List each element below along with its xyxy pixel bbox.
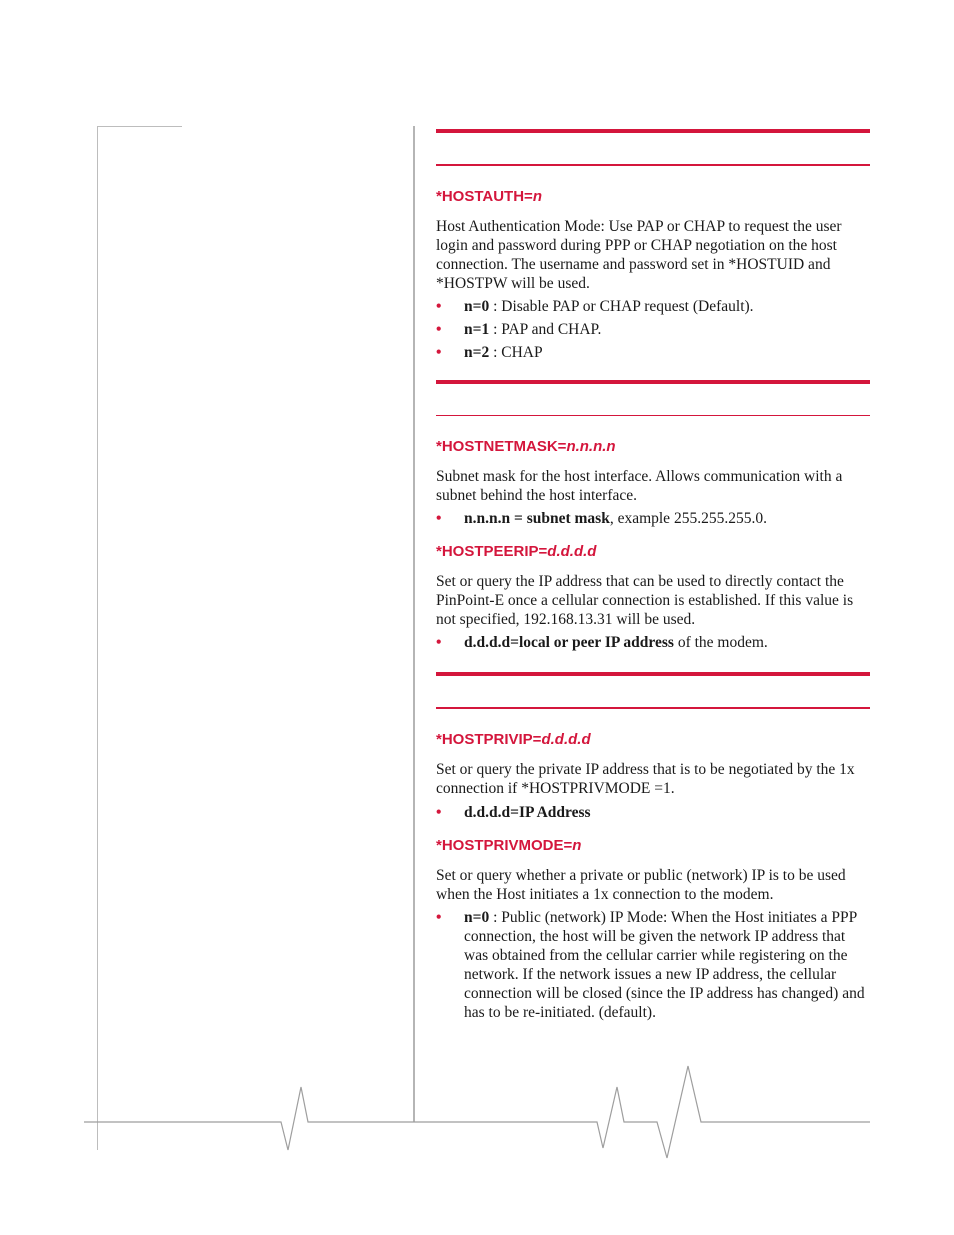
main-column	[436, 129, 870, 1022]
command-hostprivmode	[436, 837, 870, 855]
bullet-icon: •	[436, 344, 442, 361]
hostprivip-description: Set or query the private IP address that is to be negotiated by the 1x connection if *HOSTPRIVMODE =1.	[436, 761, 855, 797]
section-rule-thin	[436, 164, 870, 166]
command-arg: n	[572, 837, 582, 854]
hostnetmask-description: Subnet mask for the host interface. Allows communication with a subnet behind the host interface.	[436, 468, 843, 504]
list-item: • d.d.d.d=IP Address	[436, 804, 591, 821]
command-hostpeerip	[436, 543, 870, 561]
command-arg: n.n.n.n	[566, 438, 616, 455]
bullet-icon: •	[436, 909, 442, 926]
section-rule-thin	[436, 707, 870, 709]
list-item: • n=0 : Public (network) IP Mode: When the Host initiates a PPP connection, the host will be given the network IP address that was obtained from the cellular carrier while registering on the network. If the network issues a new IP address, the cellular connection will be closed (since the IP address has changed) and has to be re-initiated. (default).	[436, 909, 865, 1021]
command-hostnetmask	[436, 438, 870, 456]
bullet-icon: •	[436, 510, 442, 527]
command-arg: n	[532, 188, 542, 205]
hostauth-options	[436, 297, 870, 362]
hostpeerip-description: Set or query the IP address that can be used to directly contact the PinPoint-E once a cellular connection is established. If this value is not specified, 192.168.13.31 will be used.	[436, 573, 854, 628]
bullet-icon: •	[436, 634, 442, 651]
list-item: • n=0 : Disable PAP or CHAP request (Default).	[436, 298, 754, 315]
bullet-icon: •	[436, 298, 442, 315]
command-hostauth	[436, 188, 870, 206]
hostprivmode-description: Set or query whether a private or public (network) IP is to be used when the Host initiates a 1x connection to the modem.	[436, 867, 846, 903]
command-name: *HOSTPEERIP=	[436, 543, 548, 560]
command-name: *HOSTPRIVMODE=	[436, 837, 573, 854]
section-rule-thick	[436, 129, 870, 133]
bullet-icon: •	[436, 321, 442, 338]
list-item: • n=1 : PAP and CHAP.	[436, 321, 602, 338]
command-name: *HOSTNETMASK=	[436, 438, 567, 455]
command-name: *HOSTAUTH=	[436, 188, 533, 205]
list-item: • n=2 : CHAP	[436, 344, 543, 361]
hostprivip-options	[436, 803, 870, 822]
section-rule-thick	[436, 380, 870, 384]
section-rule-thin	[436, 415, 870, 416]
hostauth-description: Host Authentication Mode: Use PAP or CHAP to request the user login and password during PPP or CHAP negotiation on the host connection. The username and password set in *HOSTUID and *HOSTPW will be used.	[436, 218, 842, 292]
hostpeerip-options	[436, 633, 870, 652]
bullet-icon: •	[436, 804, 442, 821]
command-arg: d.d.d.d	[547, 543, 597, 560]
command-name: *HOSTPRIVIP=	[436, 731, 542, 748]
list-item: • d.d.d.d=local or peer IP address of the modem.	[436, 634, 768, 651]
section-rule-thick	[436, 672, 870, 676]
hostprivmode-options	[436, 908, 870, 1022]
list-item: • n.n.n.n = subnet mask, example 255.255.255.0.	[436, 510, 767, 527]
hostnetmask-options	[436, 509, 870, 528]
command-arg: d.d.d.d	[541, 731, 591, 748]
command-hostprivip	[436, 731, 870, 749]
